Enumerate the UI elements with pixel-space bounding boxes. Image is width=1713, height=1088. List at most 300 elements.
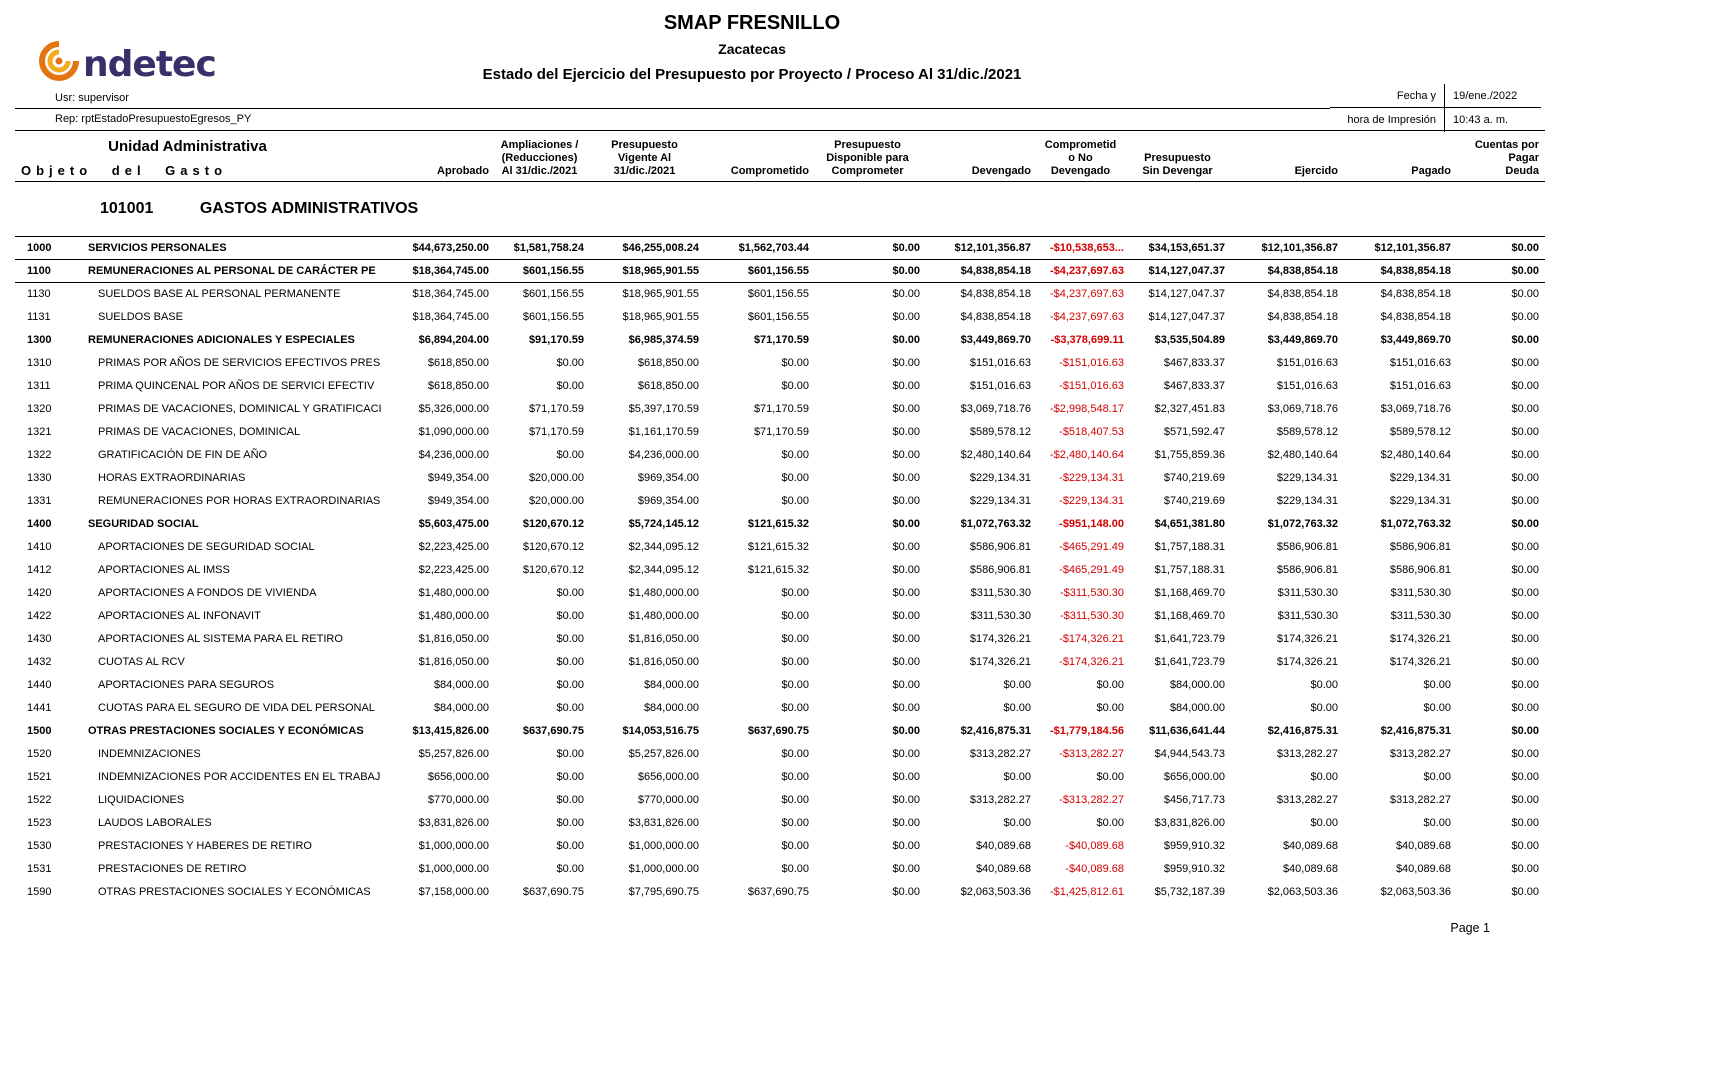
cell-vigente: $18,965,901.55 <box>622 311 699 324</box>
cell-ejercido: $0.00 <box>1310 702 1338 715</box>
cell-comprometido: $121,615.32 <box>747 518 809 531</box>
cell-comp_no_dev: -$313,282.27 <box>1059 794 1124 807</box>
table-row <box>15 329 1545 352</box>
cell-aprobado: $3,831,826.00 <box>418 817 489 830</box>
cell-devengado: $174,326.21 <box>969 656 1031 669</box>
cell-ampliaciones: $0.00 <box>556 702 584 715</box>
table-row <box>15 835 1545 858</box>
row-name: INDEMNIZACIONES POR ACCIDENTES EN EL TRABAJ <box>98 771 381 784</box>
cell-comp_no_dev: $0.00 <box>1096 679 1124 692</box>
cell-ejercido: $313,282.27 <box>1276 748 1338 761</box>
cell-cuentas: $0.00 <box>1511 679 1539 692</box>
cell-cuentas: $0.00 <box>1511 265 1539 278</box>
cell-aprobado: $949,354.00 <box>427 495 489 508</box>
cell-vigente: $18,965,901.55 <box>622 288 699 301</box>
cell-vigente: $14,053,516.75 <box>622 725 699 738</box>
cell-ampliaciones: $71,170.59 <box>528 426 584 439</box>
cell-comp_no_dev: $0.00 <box>1096 817 1124 830</box>
cell-aprobado: $656,000.00 <box>427 771 489 784</box>
cell-disponible: $0.00 <box>892 702 920 715</box>
print-date-row <box>1330 84 1541 108</box>
cell-devengado: $229,134.31 <box>969 472 1031 485</box>
row-code: 1523 <box>27 817 52 830</box>
location-subtitle: Zacatecas <box>718 41 786 57</box>
col-header-comprometido: Comprometido <box>730 165 809 178</box>
cell-ejercido: $3,449,869.70 <box>1267 334 1338 347</box>
cell-comp_no_dev: -$465,291.49 <box>1059 541 1124 554</box>
cell-comp_no_dev: $0.00 <box>1096 771 1124 784</box>
cell-disponible: $0.00 <box>892 587 920 600</box>
table-row <box>15 283 1545 306</box>
cell-comp_no_dev: -$4,237,697.63 <box>1049 265 1124 278</box>
cell-comp_no_dev: -$40,089.68 <box>1065 863 1124 876</box>
print-meta-box <box>1330 84 1541 132</box>
row-code: 1432 <box>27 656 52 669</box>
cell-pagado: $3,449,869.70 <box>1380 334 1451 347</box>
cell-aprobado: $13,415,826.00 <box>412 725 489 738</box>
cell-ampliaciones: $120,670.12 <box>522 518 584 531</box>
cell-ampliaciones: $91,170.59 <box>528 334 584 347</box>
cell-sin_devengar: $656,000.00 <box>1163 771 1225 784</box>
cell-comp_no_dev: -$311,530.30 <box>1059 587 1124 600</box>
cell-comp_no_dev: -$4,237,697.63 <box>1049 311 1124 324</box>
cell-devengado: $311,530.30 <box>970 587 1031 600</box>
cell-comprometido: $71,170.59 <box>753 426 809 439</box>
cell-ampliaciones: $0.00 <box>556 380 584 393</box>
cell-pagado: $0.00 <box>1423 771 1451 784</box>
cell-pagado: $12,101,356.87 <box>1374 242 1451 255</box>
row-code: 1311 <box>27 380 51 393</box>
table-row <box>15 536 1545 559</box>
cell-cuentas: $0.00 <box>1511 794 1539 807</box>
cell-disponible: $0.00 <box>892 518 920 531</box>
row-name: HORAS EXTRAORDINARIAS <box>98 472 246 485</box>
cell-ampliaciones: $0.00 <box>556 840 584 853</box>
cell-sin_devengar: $740,219.69 <box>1163 472 1225 485</box>
cell-pagado: $151,016.63 <box>1389 357 1451 370</box>
cell-ampliaciones: $601,156.55 <box>522 265 584 278</box>
cell-sin_devengar: $11,636,641.44 <box>1149 725 1225 738</box>
row-code: 1500 <box>27 725 52 738</box>
table-header-row <box>15 131 1545 182</box>
table-row <box>15 444 1545 467</box>
cell-ejercido: $174,326.21 <box>1276 633 1338 646</box>
cell-aprobado: $1,090,000.00 <box>418 426 489 439</box>
cell-pagado: $3,069,718.76 <box>1380 403 1451 416</box>
cell-ejercido: $40,089.68 <box>1282 840 1338 853</box>
cell-sin_devengar: $1,168,469.70 <box>1154 610 1225 623</box>
row-name: APORTACIONES DE SEGURIDAD SOCIAL <box>98 541 315 554</box>
row-code: 1422 <box>27 610 52 623</box>
cell-pagado: $4,838,854.18 <box>1380 265 1451 278</box>
cell-cuentas: $0.00 <box>1511 587 1539 600</box>
cell-sin_devengar: $467,833.37 <box>1163 380 1225 393</box>
cell-comprometido: $0.00 <box>781 633 809 646</box>
cell-comprometido: $0.00 <box>781 610 809 623</box>
cell-vigente: $18,965,901.55 <box>622 265 699 278</box>
cell-aprobado: $5,326,000.00 <box>418 403 489 416</box>
cell-aprobado: $770,000.00 <box>427 794 489 807</box>
cell-pagado: $313,282.27 <box>1389 794 1451 807</box>
cell-ampliaciones: $0.00 <box>556 357 584 370</box>
cell-aprobado: $18,364,745.00 <box>412 265 489 278</box>
cell-ampliaciones: $71,170.59 <box>528 403 584 416</box>
cell-comprometido: $0.00 <box>781 472 809 485</box>
row-name: SUELDOS BASE <box>98 311 183 324</box>
row-name: APORTACIONES AL IMSS <box>98 564 230 577</box>
cell-disponible: $0.00 <box>892 380 920 393</box>
logo-swirl-icon <box>38 40 80 82</box>
cell-comprometido: $0.00 <box>781 748 809 761</box>
cell-pagado: $0.00 <box>1423 679 1451 692</box>
cell-ampliaciones: $0.00 <box>556 771 584 784</box>
row-name: PRESTACIONES Y HABERES DE RETIRO <box>98 840 312 853</box>
cell-devengado: $586,906.81 <box>969 541 1031 554</box>
cell-ejercido: $1,072,763.32 <box>1267 518 1338 531</box>
cell-sin_devengar: $1,641,723.79 <box>1154 633 1225 646</box>
cell-sin_devengar: $2,327,451.83 <box>1154 403 1225 416</box>
cell-vigente: $2,344,095.12 <box>628 564 699 577</box>
cell-disponible: $0.00 <box>892 633 920 646</box>
cell-ejercido: $12,101,356.87 <box>1261 242 1338 255</box>
cell-devengado: $313,282.27 <box>969 748 1031 761</box>
cell-ejercido: $0.00 <box>1310 679 1338 692</box>
cell-pagado: $229,134.31 <box>1389 495 1451 508</box>
page-title: SMAP FRESNILLO <box>663 12 841 34</box>
row-code: 1310 <box>27 357 52 370</box>
cell-ampliaciones: $601,156.55 <box>522 288 584 301</box>
cell-aprobado: $1,816,050.00 <box>418 633 489 646</box>
row-code: 1590 <box>27 886 52 899</box>
cell-ampliaciones: $0.00 <box>556 748 584 761</box>
cell-ejercido: $3,069,718.76 <box>1267 403 1338 416</box>
cell-ampliaciones: $0.00 <box>556 610 584 623</box>
cell-comp_no_dev: -$10,538,653... <box>1049 242 1124 255</box>
row-code: 1441 <box>27 702 52 715</box>
cell-aprobado: $4,236,000.00 <box>418 449 489 462</box>
cell-comprometido: $0.00 <box>781 495 809 508</box>
table-row <box>15 237 1545 260</box>
cell-sin_devengar: $959,910.32 <box>1163 863 1225 876</box>
cell-devengado: $4,838,854.18 <box>960 288 1031 301</box>
cell-sin_devengar: $84,000.00 <box>1169 679 1225 692</box>
cell-pagado: $311,530.30 <box>1390 587 1451 600</box>
cell-ejercido: $586,906.81 <box>1276 564 1338 577</box>
cell-ejercido: $174,326.21 <box>1276 656 1338 669</box>
cell-cuentas: $0.00 <box>1511 886 1539 899</box>
cell-cuentas: $0.00 <box>1511 633 1539 646</box>
cell-comprometido: $0.00 <box>781 679 809 692</box>
cell-devengado: $4,838,854.18 <box>960 265 1031 278</box>
cell-ampliaciones: $0.00 <box>556 863 584 876</box>
cell-devengado: $229,134.31 <box>969 495 1031 508</box>
cell-sin_devengar: $4,944,543.73 <box>1154 748 1225 761</box>
budget-table <box>15 130 1545 904</box>
cell-vigente: $1,816,050.00 <box>628 633 699 646</box>
cell-sin_devengar: $959,910.32 <box>1163 840 1225 853</box>
cell-comp_no_dev: -$313,282.27 <box>1059 748 1124 761</box>
cell-comp_no_dev: -$1,779,184.56 <box>1049 725 1124 738</box>
cell-sin_devengar: $1,168,469.70 <box>1154 587 1225 600</box>
cell-sin_devengar: $456,717.73 <box>1163 794 1225 807</box>
cell-aprobado: $5,603,475.00 <box>418 518 489 531</box>
cell-pagado: $40,089.68 <box>1395 863 1451 876</box>
cell-sin_devengar: $84,000.00 <box>1169 702 1225 715</box>
cell-vigente: $1,480,000.00 <box>628 610 699 623</box>
cell-cuentas: $0.00 <box>1511 863 1539 876</box>
cell-devengado: $313,282.27 <box>969 794 1031 807</box>
section-header-row <box>15 182 1545 237</box>
cell-disponible: $0.00 <box>892 863 920 876</box>
cell-aprobado: $18,364,745.00 <box>412 288 489 301</box>
table-row <box>15 467 1545 490</box>
cell-ejercido: $311,530.30 <box>1277 610 1338 623</box>
row-code: 1331 <box>27 495 52 508</box>
cell-disponible: $0.00 <box>892 472 920 485</box>
cell-aprobado: $2,223,425.00 <box>418 564 489 577</box>
cell-devengado: $0.00 <box>1003 771 1031 784</box>
cell-aprobado: $1,000,000.00 <box>418 863 489 876</box>
cell-sin_devengar: $1,641,723.79 <box>1154 656 1225 669</box>
cell-comprometido: $71,170.59 <box>753 334 809 347</box>
cell-devengado: $4,838,854.18 <box>960 311 1031 324</box>
table-row <box>15 306 1545 329</box>
cell-aprobado: $44,673,250.00 <box>412 242 489 255</box>
cell-sin_devengar: $740,219.69 <box>1163 495 1225 508</box>
row-name: LAUDOS LABORALES <box>98 817 212 830</box>
cell-vigente: $3,831,826.00 <box>628 817 699 830</box>
cell-sin_devengar: $1,755,859.36 <box>1154 449 1225 462</box>
cell-comp_no_dev: -$518,407.53 <box>1059 426 1124 439</box>
cell-vigente: $1,480,000.00 <box>628 587 699 600</box>
cell-ejercido: $229,134.31 <box>1276 472 1338 485</box>
cell-aprobado: $18,364,745.00 <box>412 311 489 324</box>
cell-cuentas: $0.00 <box>1511 541 1539 554</box>
cell-comp_no_dev: $0.00 <box>1096 702 1124 715</box>
cell-cuentas: $0.00 <box>1511 702 1539 715</box>
cell-comprometido: $121,615.32 <box>747 564 809 577</box>
cell-pagado: $229,134.31 <box>1389 472 1451 485</box>
cell-devengado: $151,016.63 <box>969 357 1031 370</box>
row-name: PRIMAS POR AÑOS DE SERVICIOS EFECTIVOS PRES <box>98 357 381 370</box>
col-header-cuentas: Cuentas por Pagar Deuda <box>1474 139 1539 178</box>
cell-devengado: $12,101,356.87 <box>954 242 1031 255</box>
cell-aprobado: $618,850.00 <box>427 357 489 370</box>
cell-vigente: $6,985,374.59 <box>628 334 699 347</box>
col-header-comp_no_dev: Comprometid o No Devengado <box>1044 139 1117 178</box>
cell-pagado: $174,326.21 <box>1389 633 1451 646</box>
cell-comp_no_dev: -$951,148.00 <box>1059 518 1124 531</box>
col-header-sin_devengar: Presupuesto Sin Devengar <box>1142 152 1213 178</box>
cell-cuentas: $0.00 <box>1511 403 1539 416</box>
unidad-administrativa-header: Unidad Administrativa <box>108 138 267 155</box>
row-code: 1530 <box>27 840 52 853</box>
cell-pagado: $1,072,763.32 <box>1380 518 1451 531</box>
cell-comprometido: $0.00 <box>781 449 809 462</box>
cell-pagado: $174,326.21 <box>1389 656 1451 669</box>
cell-aprobado: $5,257,826.00 <box>418 748 489 761</box>
row-code: 1531 <box>27 863 52 876</box>
col-header-aprobado: Aprobado <box>437 165 489 178</box>
cell-disponible: $0.00 <box>892 495 920 508</box>
cell-devengado: $0.00 <box>1003 702 1031 715</box>
cell-vigente: $618,850.00 <box>637 357 699 370</box>
row-code: 1521 <box>27 771 52 784</box>
cell-vigente: $5,257,826.00 <box>628 748 699 761</box>
cell-sin_devengar: $3,535,504.89 <box>1154 334 1225 347</box>
cell-disponible: $0.00 <box>892 748 920 761</box>
cell-ampliaciones: $0.00 <box>556 449 584 462</box>
cell-cuentas: $0.00 <box>1511 725 1539 738</box>
cell-vigente: $5,724,145.12 <box>628 518 699 531</box>
cell-comp_no_dev: -$311,530.30 <box>1059 610 1124 623</box>
table-row <box>15 260 1545 283</box>
row-name: APORTACIONES AL INFONAVIT <box>98 610 261 623</box>
cell-comp_no_dev: -$174,326.21 <box>1059 633 1124 646</box>
cell-sin_devengar: $14,127,047.37 <box>1148 265 1225 278</box>
cell-ejercido: $151,016.63 <box>1276 357 1338 370</box>
cell-disponible: $0.00 <box>892 403 920 416</box>
row-name: SEGURIDAD SOCIAL <box>88 518 199 531</box>
cell-comprometido: $0.00 <box>781 587 809 600</box>
cell-sin_devengar: $4,651,381.80 <box>1154 518 1225 531</box>
section-code: 101001 <box>100 200 154 218</box>
table-row <box>15 490 1545 513</box>
cell-cuentas: $0.00 <box>1511 656 1539 669</box>
cell-vigente: $1,816,050.00 <box>628 656 699 669</box>
cell-ampliaciones: $0.00 <box>556 817 584 830</box>
cell-disponible: $0.00 <box>892 610 920 623</box>
cell-pagado: $2,416,875.31 <box>1380 725 1451 738</box>
cell-vigente: $770,000.00 <box>637 794 699 807</box>
cell-vigente: $84,000.00 <box>643 679 699 692</box>
cell-ampliaciones: $0.00 <box>556 794 584 807</box>
cell-comprometido: $601,156.55 <box>747 288 809 301</box>
cell-disponible: $0.00 <box>892 449 920 462</box>
table-row <box>15 605 1545 628</box>
report-description: Estado del Ejercicio del Presupuesto por Proyecto / Proceso Al 31/dic./2021 <box>482 66 1022 83</box>
table-row <box>15 421 1545 444</box>
cell-disponible: $0.00 <box>892 656 920 669</box>
cell-disponible: $0.00 <box>892 288 920 301</box>
cell-cuentas: $0.00 <box>1511 495 1539 508</box>
row-name: INDEMNIZACIONES <box>98 748 201 761</box>
cell-devengado: $589,578.12 <box>969 426 1031 439</box>
cell-vigente: $969,354.00 <box>637 472 699 485</box>
cell-comp_no_dev: -$174,326.21 <box>1059 656 1124 669</box>
cell-pagado: $151,016.63 <box>1389 380 1451 393</box>
cell-sin_devengar: $14,127,047.37 <box>1148 311 1225 324</box>
cell-aprobado: $1,480,000.00 <box>418 610 489 623</box>
cell-devengado: $0.00 <box>1003 817 1031 830</box>
cell-sin_devengar: $1,757,188.31 <box>1154 541 1225 554</box>
row-code: 1300 <box>27 334 52 347</box>
cell-devengado: $40,089.68 <box>975 840 1031 853</box>
cell-vigente: $618,850.00 <box>637 380 699 393</box>
cell-devengado: $40,089.68 <box>975 863 1031 876</box>
print-time-label: hora de Impresión <box>1347 114 1436 126</box>
row-code: 1522 <box>27 794 52 807</box>
cell-cuentas: $0.00 <box>1511 840 1539 853</box>
row-code: 1520 <box>27 748 52 761</box>
cell-ampliaciones: $0.00 <box>556 656 584 669</box>
cell-pagado: $40,089.68 <box>1395 840 1451 853</box>
cell-pagado: $311,530.30 <box>1390 610 1451 623</box>
cell-disponible: $0.00 <box>892 886 920 899</box>
cell-comprometido: $601,156.55 <box>747 311 809 324</box>
row-name: APORTACIONES PARA SEGUROS <box>98 679 275 692</box>
table-row <box>15 513 1545 536</box>
cell-ejercido: $2,416,875.31 <box>1267 725 1338 738</box>
col-header-vigente: Presupuesto Vigente Al 31/dic./2021 <box>611 139 678 178</box>
cell-vigente: $84,000.00 <box>643 702 699 715</box>
cell-disponible: $0.00 <box>892 242 920 255</box>
cell-vigente: $2,344,095.12 <box>628 541 699 554</box>
table-row <box>15 398 1545 421</box>
row-name: OTRAS PRESTACIONES SOCIALES Y ECONÓMICAS <box>88 725 364 738</box>
col-header-ejercido: Ejercido <box>1294 165 1338 178</box>
cell-aprobado: $1,480,000.00 <box>418 587 489 600</box>
cell-comp_no_dev: -$2,998,548.17 <box>1049 403 1124 416</box>
cell-ejercido: $4,838,854.18 <box>1267 265 1338 278</box>
cell-comp_no_dev: -$151,016.63 <box>1059 380 1124 393</box>
cell-disponible: $0.00 <box>892 564 920 577</box>
cell-sin_devengar: $467,833.37 <box>1163 357 1225 370</box>
cell-cuentas: $0.00 <box>1511 518 1539 531</box>
cell-aprobado: $618,850.00 <box>427 380 489 393</box>
table-row <box>15 651 1545 674</box>
cell-vigente: $5,397,170.59 <box>628 403 699 416</box>
cell-pagado: $2,480,140.64 <box>1380 449 1451 462</box>
cell-comprometido: $0.00 <box>781 771 809 784</box>
cell-comprometido: $0.00 <box>781 656 809 669</box>
cell-disponible: $0.00 <box>892 771 920 784</box>
cell-disponible: $0.00 <box>892 817 920 830</box>
cell-aprobado: $949,354.00 <box>427 472 489 485</box>
indetec-logo <box>38 40 216 85</box>
cell-cuentas: $0.00 <box>1511 357 1539 370</box>
cell-comp_no_dev: -$465,291.49 <box>1059 564 1124 577</box>
cell-disponible: $0.00 <box>892 311 920 324</box>
table-row <box>15 743 1545 766</box>
cell-ejercido: $0.00 <box>1310 817 1338 830</box>
print-date-label: Fecha y <box>1396 89 1436 102</box>
cell-comp_no_dev: -$229,134.31 <box>1059 495 1124 508</box>
cell-cuentas: $0.00 <box>1511 771 1539 784</box>
cell-devengado: $1,072,763.32 <box>960 518 1031 531</box>
cell-disponible: $0.00 <box>892 725 920 738</box>
cell-aprobado: $84,000.00 <box>433 702 489 715</box>
cell-devengado: $174,326.21 <box>969 633 1031 646</box>
cell-comprometido: $0.00 <box>781 380 809 393</box>
row-name: PRIMAS DE VACACIONES, DOMINICAL Y GRATIFICACI <box>98 403 382 416</box>
cell-ejercido: $4,838,854.18 <box>1267 311 1338 324</box>
row-code: 1330 <box>27 472 52 485</box>
row-code: 1320 <box>27 403 52 416</box>
cell-devengado: $2,416,875.31 <box>960 725 1031 738</box>
cell-ampliaciones: $20,000.00 <box>528 472 584 485</box>
cell-vigente: $46,255,008.24 <box>622 242 699 255</box>
col-header-disponible: Presupuesto Disponible para Comprometer <box>826 139 909 178</box>
cell-comprometido: $0.00 <box>781 357 809 370</box>
cell-disponible: $0.00 <box>892 357 920 370</box>
cell-ejercido: $313,282.27 <box>1276 794 1338 807</box>
cell-comprometido: $1,562,703.44 <box>738 242 809 255</box>
row-name: REMUNERACIONES AL PERSONAL DE CARÁCTER PE <box>88 265 376 278</box>
cell-sin_devengar: $571,592.47 <box>1163 426 1225 439</box>
cell-devengado: $151,016.63 <box>969 380 1031 393</box>
cell-ampliaciones: $0.00 <box>556 633 584 646</box>
